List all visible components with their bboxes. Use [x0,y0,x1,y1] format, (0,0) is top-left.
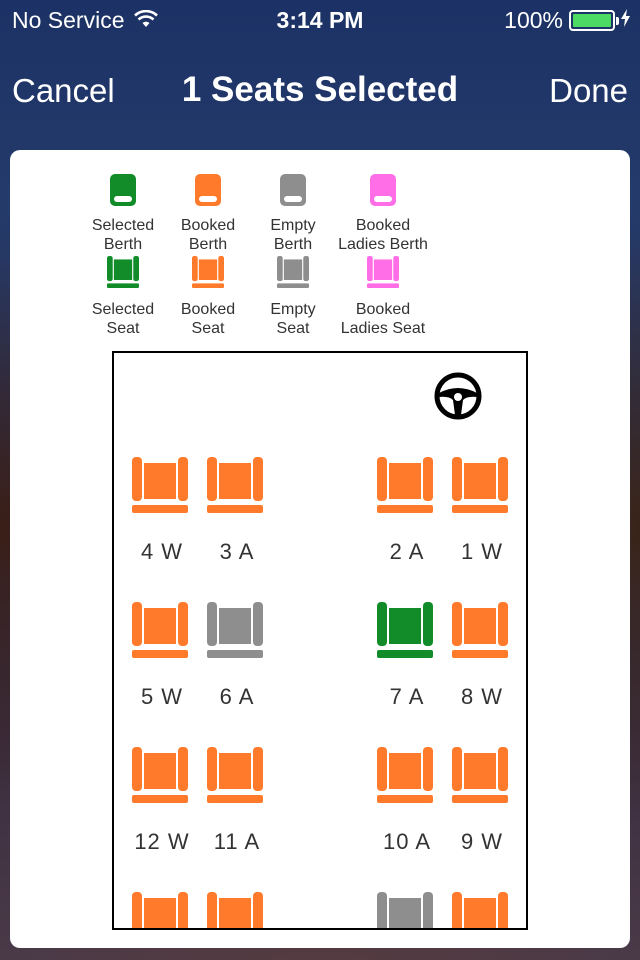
seat-r3c1 [207,892,267,930]
legend-label-line1: Empty [270,217,316,234]
legend-label-line2: Berth [273,236,313,253]
seat-r3c0 [132,892,192,930]
nav-bar [0,58,640,122]
seat-8w [452,602,512,732]
seat-label: 1 W [460,539,504,564]
seat-3a [207,457,267,587]
seat-icon [377,457,437,513]
page-title: 1 Seats Selected [181,70,459,109]
seat-icon [377,602,437,658]
seat-label: 7 A [389,684,425,709]
legend-label-line1: Selected [91,217,155,234]
seat-icon [207,747,267,803]
seat-icon [132,602,192,658]
seat-6a[interactable] [207,602,267,732]
seat-map [112,351,528,930]
legend-label-line2: Berth [188,236,228,253]
legend-label-line1: Empty [270,301,316,318]
seat-label: 8 W [460,684,504,709]
status-right [504,7,630,34]
cancel-button[interactable]: Cancel [12,72,115,109]
legend-label-line2: Ladies Seat [340,320,426,337]
charging-bolt-icon [621,9,630,32]
seat-icon [452,602,512,658]
seat-2a [377,457,437,587]
seat-label: 3 A [219,539,255,564]
seat-icon [377,747,437,803]
seat-icon [377,892,437,930]
seat-label: 5 W [140,684,184,709]
seat-icon [207,892,267,930]
seat-icon [132,747,192,803]
carrier-text: No Service [12,7,125,33]
seat-11a [207,747,267,877]
seat-label: 2 A [389,539,425,564]
seat-icon [207,457,267,513]
battery-icon [569,10,615,31]
berth-icon [280,174,306,206]
seat-label: 10 A [382,829,432,854]
legend-label-line2: Berth [103,236,143,253]
legend-label-line2: Seat [276,320,310,337]
seat-12w [132,747,192,877]
legend-label-line1: Booked [355,301,411,318]
seat-9w [452,747,512,877]
seat-label: 12 W [134,829,190,854]
berth-icon [370,174,396,206]
legend-label-line2: Seat [106,320,140,337]
seat-icon [367,256,399,293]
seat-icon [132,457,192,513]
done-button[interactable]: Done [549,72,628,109]
legend-berth-ladies [323,170,443,254]
status-time: 3:14 PM [276,7,364,33]
seat-label: 9 W [460,829,504,854]
seat-label: 6 A [219,684,255,709]
seat-7a[interactable] [377,602,437,732]
status-bar [0,0,640,40]
seat-r3c3 [452,892,512,930]
legend-label-line1: Booked [180,301,236,318]
seat-icon [452,892,512,930]
berth-icon [110,174,136,206]
steering-wheel-icon [433,371,483,421]
battery-percent: 100% [504,7,563,33]
legend-label-line1: Booked [180,217,236,234]
seat-label: 4 W [140,539,184,564]
seat-icon [107,256,139,293]
seat-icon [277,256,309,293]
legend-label-line2: Seat [191,320,225,337]
seat-icon [192,256,224,293]
seat-icon [132,892,192,930]
seat-icon [207,602,267,658]
seat-r3c2[interactable] [377,892,437,930]
seat-icon [452,747,512,803]
seat-4w [132,457,192,587]
seat-selection-card [10,150,630,948]
berth-icon [195,174,221,206]
legend-seat-ladies [323,256,443,338]
seat-5w [132,602,192,732]
legend-label-line2: Ladies Berth [338,236,428,253]
legend-label-line1: Booked [355,217,411,234]
seat-icon [452,457,512,513]
seat-label: 11 A [213,829,261,854]
legend-label-line1: Selected [91,301,155,318]
seat-10a [377,747,437,877]
seat-1w [452,457,512,587]
